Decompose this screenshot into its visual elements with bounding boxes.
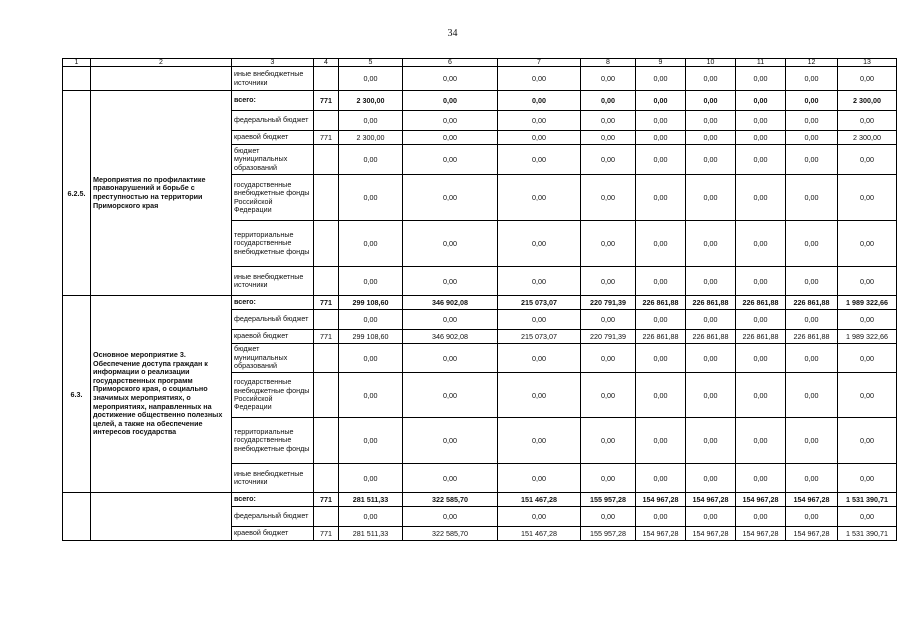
- amount-cell: 0,00: [403, 91, 498, 111]
- amount-cell: 0,00: [581, 373, 636, 418]
- budget-code: [314, 507, 339, 527]
- item-name: [91, 67, 232, 91]
- item-number: 6.3.: [63, 296, 91, 493]
- amount-cell: 1 531 390,71: [838, 493, 897, 507]
- budget-code: [314, 464, 339, 493]
- amount-cell: 0,00: [686, 221, 736, 267]
- amount-cell: 0,00: [403, 464, 498, 493]
- amount-cell: 0,00: [498, 111, 581, 131]
- budget-code: [314, 67, 339, 91]
- amount-cell: 0,00: [636, 91, 686, 111]
- amount-cell: 0,00: [403, 145, 498, 175]
- amount-cell: 0,00: [339, 464, 403, 493]
- amount-cell: 0,00: [736, 373, 786, 418]
- column-number-11: 11: [736, 59, 786, 67]
- page-number: 34: [447, 28, 458, 39]
- budget-code: 771: [314, 91, 339, 111]
- amount-cell: 299 108,60: [339, 330, 403, 344]
- amount-cell: 0,00: [498, 131, 581, 145]
- amount-cell: 0,00: [581, 111, 636, 131]
- funding-source: всего:: [232, 493, 314, 507]
- budget-code: [314, 344, 339, 373]
- amount-cell: 0,00: [786, 175, 838, 221]
- amount-cell: 0,00: [686, 111, 736, 131]
- amount-cell: 0,00: [498, 91, 581, 111]
- column-number-9: 9: [636, 59, 686, 67]
- amount-cell: 154 967,28: [636, 493, 686, 507]
- amount-cell: 0,00: [686, 175, 736, 221]
- amount-cell: 322 585,70: [403, 493, 498, 507]
- amount-cell: 0,00: [636, 111, 686, 131]
- amount-cell: 0,00: [339, 267, 403, 296]
- budget-code: 771: [314, 131, 339, 145]
- amount-cell: 0,00: [339, 507, 403, 527]
- amount-cell: 0,00: [636, 67, 686, 91]
- amount-cell: 0,00: [403, 111, 498, 131]
- amount-cell: 2 300,00: [838, 91, 897, 111]
- amount-cell: 0,00: [736, 131, 786, 145]
- amount-cell: 0,00: [736, 111, 786, 131]
- table-row: [63, 493, 897, 507]
- amount-cell: 0,00: [786, 267, 838, 296]
- amount-cell: 0,00: [736, 267, 786, 296]
- funding-source: бюджет муниципальных образований: [232, 145, 314, 175]
- amount-cell: 0,00: [786, 131, 838, 145]
- funding-source: территориальные государственные внебюджетные фонды: [232, 418, 314, 464]
- amount-cell: 154 967,28: [636, 527, 686, 541]
- funding-source: федеральный бюджет: [232, 111, 314, 131]
- column-number-5: 5: [339, 59, 403, 67]
- column-number-2: 2: [91, 59, 232, 67]
- amount-cell: 0,00: [498, 221, 581, 267]
- amount-cell: 0,00: [403, 131, 498, 145]
- amount-cell: 226 861,88: [636, 330, 686, 344]
- amount-cell: 0,00: [498, 175, 581, 221]
- budget-code: 771: [314, 527, 339, 541]
- amount-cell: 0,00: [838, 464, 897, 493]
- budget-code: [314, 175, 339, 221]
- amount-cell: 220 791,39: [581, 296, 636, 310]
- amount-cell: 0,00: [498, 310, 581, 330]
- funding-source: территориальные государственные внебюджетные фонды: [232, 221, 314, 267]
- amount-cell: 0,00: [339, 221, 403, 267]
- amount-cell: 0,00: [339, 175, 403, 221]
- amount-cell: 226 861,88: [786, 330, 838, 344]
- funding-source: краевой бюджет: [232, 330, 314, 344]
- amount-cell: 0,00: [838, 344, 897, 373]
- amount-cell: 0,00: [736, 310, 786, 330]
- amount-cell: 0,00: [838, 373, 897, 418]
- budget-code: 771: [314, 330, 339, 344]
- amount-cell: 0,00: [636, 507, 686, 527]
- amount-cell: 0,00: [636, 373, 686, 418]
- amount-cell: 0,00: [498, 145, 581, 175]
- funding-source: бюджет муниципальных образований: [232, 344, 314, 373]
- amount-cell: 346 902,08: [403, 330, 498, 344]
- amount-cell: 0,00: [838, 310, 897, 330]
- amount-cell: 226 861,88: [786, 296, 838, 310]
- amount-cell: 0,00: [736, 344, 786, 373]
- amount-cell: 0,00: [736, 221, 786, 267]
- amount-cell: 0,00: [581, 175, 636, 221]
- item-name: Основное мероприятие 3. Обеспечение доступа граждан к информации о реализации государственных программ Приморского края, о социально значимых мероприятиях, о мероприятиях, направленных на достижение общественно полезных целей, а также на обеспечение интересов государства: [91, 296, 232, 493]
- amount-cell: 0,00: [838, 267, 897, 296]
- amount-cell: 0,00: [581, 67, 636, 91]
- amount-cell: 0,00: [339, 310, 403, 330]
- amount-cell: 0,00: [786, 507, 838, 527]
- column-number-6: 6: [403, 59, 498, 67]
- amount-cell: 0,00: [686, 373, 736, 418]
- amount-cell: 0,00: [403, 507, 498, 527]
- amount-cell: 299 108,60: [339, 296, 403, 310]
- amount-cell: 0,00: [636, 344, 686, 373]
- amount-cell: 0,00: [498, 507, 581, 527]
- budget-code: 771: [314, 296, 339, 310]
- amount-cell: 0,00: [339, 111, 403, 131]
- amount-cell: 226 861,88: [636, 296, 686, 310]
- amount-cell: 0,00: [581, 464, 636, 493]
- amount-cell: 0,00: [786, 221, 838, 267]
- amount-cell: 0,00: [581, 418, 636, 464]
- amount-cell: 0,00: [786, 111, 838, 131]
- amount-cell: 0,00: [786, 464, 838, 493]
- budget-code: [314, 221, 339, 267]
- amount-cell: 0,00: [686, 418, 736, 464]
- amount-cell: 154 967,28: [736, 527, 786, 541]
- amount-cell: 0,00: [339, 344, 403, 373]
- funding-source: федеральный бюджет: [232, 310, 314, 330]
- amount-cell: 0,00: [636, 145, 686, 175]
- amount-cell: 0,00: [498, 464, 581, 493]
- amount-cell: 155 957,28: [581, 493, 636, 507]
- amount-cell: 0,00: [581, 267, 636, 296]
- amount-cell: 154 967,28: [686, 493, 736, 507]
- amount-cell: 226 861,88: [686, 296, 736, 310]
- amount-cell: 0,00: [838, 221, 897, 267]
- amount-cell: 0,00: [636, 310, 686, 330]
- budget-code: [314, 111, 339, 131]
- amount-cell: 0,00: [838, 418, 897, 464]
- amount-cell: 0,00: [838, 111, 897, 131]
- item-name: Мероприятия по профилактике правонарушений и борьбе с преступностью на территории Приморского края: [91, 91, 232, 296]
- amount-cell: 0,00: [636, 175, 686, 221]
- amount-cell: 0,00: [581, 310, 636, 330]
- amount-cell: 0,00: [838, 145, 897, 175]
- column-number-3: 3: [232, 59, 314, 67]
- amount-cell: 1 531 390,71: [838, 527, 897, 541]
- amount-cell: 0,00: [403, 221, 498, 267]
- amount-cell: 0,00: [636, 221, 686, 267]
- funding-source: всего:: [232, 296, 314, 310]
- amount-cell: 220 791,39: [581, 330, 636, 344]
- amount-cell: 0,00: [838, 507, 897, 527]
- column-number-13: 13: [838, 59, 897, 67]
- amount-cell: 0,00: [581, 91, 636, 111]
- amount-cell: 2 300,00: [339, 131, 403, 145]
- funding-source: иные внебюджетные источники: [232, 67, 314, 91]
- funding-source: краевой бюджет: [232, 527, 314, 541]
- amount-cell: 154 967,28: [686, 527, 736, 541]
- amount-cell: 154 967,28: [786, 527, 838, 541]
- amount-cell: 154 967,28: [786, 493, 838, 507]
- amount-cell: 215 073,07: [498, 296, 581, 310]
- amount-cell: 0,00: [498, 373, 581, 418]
- budget-code: 771: [314, 493, 339, 507]
- amount-cell: 0,00: [581, 145, 636, 175]
- amount-cell: 0,00: [636, 464, 686, 493]
- amount-cell: 0,00: [498, 267, 581, 296]
- amount-cell: 0,00: [581, 344, 636, 373]
- amount-cell: 0,00: [581, 507, 636, 527]
- amount-cell: 0,00: [498, 67, 581, 91]
- amount-cell: 0,00: [686, 310, 736, 330]
- column-number-1: 1: [63, 59, 91, 67]
- amount-cell: 0,00: [686, 91, 736, 111]
- amount-cell: 0,00: [403, 373, 498, 418]
- amount-cell: 151 467,28: [498, 527, 581, 541]
- amount-cell: 281 511,33: [339, 527, 403, 541]
- amount-cell: 154 967,28: [736, 493, 786, 507]
- amount-cell: 0,00: [786, 373, 838, 418]
- item-name: [91, 493, 232, 541]
- amount-cell: 2 300,00: [339, 91, 403, 111]
- item-number: [63, 493, 91, 541]
- amount-cell: 0,00: [838, 175, 897, 221]
- amount-cell: 0,00: [786, 145, 838, 175]
- amount-cell: 0,00: [581, 221, 636, 267]
- amount-cell: 1 989 322,66: [838, 296, 897, 310]
- amount-cell: 0,00: [339, 145, 403, 175]
- amount-cell: 0,00: [403, 418, 498, 464]
- amount-cell: 0,00: [686, 67, 736, 91]
- amount-cell: 226 861,88: [736, 330, 786, 344]
- amount-cell: 0,00: [736, 418, 786, 464]
- amount-cell: 0,00: [686, 507, 736, 527]
- item-number: [63, 67, 91, 91]
- amount-cell: 346 902,08: [403, 296, 498, 310]
- budget-table: [62, 58, 897, 541]
- amount-cell: 0,00: [786, 91, 838, 111]
- budget-code: [314, 267, 339, 296]
- table-row: [63, 91, 897, 111]
- amount-cell: 0,00: [339, 67, 403, 91]
- amount-cell: 0,00: [786, 310, 838, 330]
- amount-cell: 0,00: [686, 145, 736, 175]
- column-number-10: 10: [686, 59, 736, 67]
- amount-cell: 155 957,28: [581, 527, 636, 541]
- funding-source: государственные внебюджетные фонды Российской Федерации: [232, 175, 314, 221]
- funding-source: федеральный бюджет: [232, 507, 314, 527]
- item-number: 6.2.5.: [63, 91, 91, 296]
- amount-cell: 215 073,07: [498, 330, 581, 344]
- amount-cell: 1 989 322,66: [838, 330, 897, 344]
- column-number-12: 12: [786, 59, 838, 67]
- column-number-4: 4: [314, 59, 339, 67]
- amount-cell: 151 467,28: [498, 493, 581, 507]
- amount-cell: 0,00: [736, 507, 786, 527]
- amount-cell: 0,00: [686, 267, 736, 296]
- budget-code: [314, 145, 339, 175]
- funding-source: государственные внебюджетные фонды Российской Федерации: [232, 373, 314, 418]
- amount-cell: 226 861,88: [686, 330, 736, 344]
- amount-cell: 0,00: [736, 175, 786, 221]
- budget-code: [314, 418, 339, 464]
- amount-cell: 0,00: [403, 67, 498, 91]
- amount-cell: 0,00: [686, 464, 736, 493]
- budget-code: [314, 373, 339, 418]
- amount-cell: 0,00: [403, 344, 498, 373]
- amount-cell: 0,00: [786, 418, 838, 464]
- funding-source: всего:: [232, 91, 314, 111]
- amount-cell: 0,00: [736, 91, 786, 111]
- table-row: [63, 67, 897, 91]
- amount-cell: 0,00: [636, 267, 686, 296]
- amount-cell: 0,00: [498, 344, 581, 373]
- amount-cell: 322 585,70: [403, 527, 498, 541]
- amount-cell: 0,00: [403, 267, 498, 296]
- funding-source: иные внебюджетные источники: [232, 464, 314, 493]
- amount-cell: 0,00: [403, 175, 498, 221]
- amount-cell: 0,00: [786, 67, 838, 91]
- table-row: [63, 296, 897, 310]
- amount-cell: 0,00: [686, 344, 736, 373]
- column-number-row: [63, 59, 897, 67]
- amount-cell: 0,00: [636, 131, 686, 145]
- amount-cell: 0,00: [339, 373, 403, 418]
- amount-cell: 0,00: [838, 67, 897, 91]
- amount-cell: 0,00: [736, 67, 786, 91]
- funding-source: иные внебюджетные источники: [232, 267, 314, 296]
- column-number-7: 7: [498, 59, 581, 67]
- amount-cell: 0,00: [498, 418, 581, 464]
- amount-cell: 0,00: [403, 310, 498, 330]
- amount-cell: 0,00: [339, 418, 403, 464]
- budget-code: [314, 310, 339, 330]
- amount-cell: 0,00: [581, 131, 636, 145]
- amount-cell: 2 300,00: [838, 131, 897, 145]
- amount-cell: 0,00: [636, 418, 686, 464]
- amount-cell: 226 861,88: [736, 296, 786, 310]
- funding-source: краевой бюджет: [232, 131, 314, 145]
- amount-cell: 0,00: [736, 145, 786, 175]
- column-number-8: 8: [581, 59, 636, 67]
- amount-cell: 0,00: [686, 131, 736, 145]
- amount-cell: 0,00: [736, 464, 786, 493]
- amount-cell: 281 511,33: [339, 493, 403, 507]
- amount-cell: 0,00: [786, 344, 838, 373]
